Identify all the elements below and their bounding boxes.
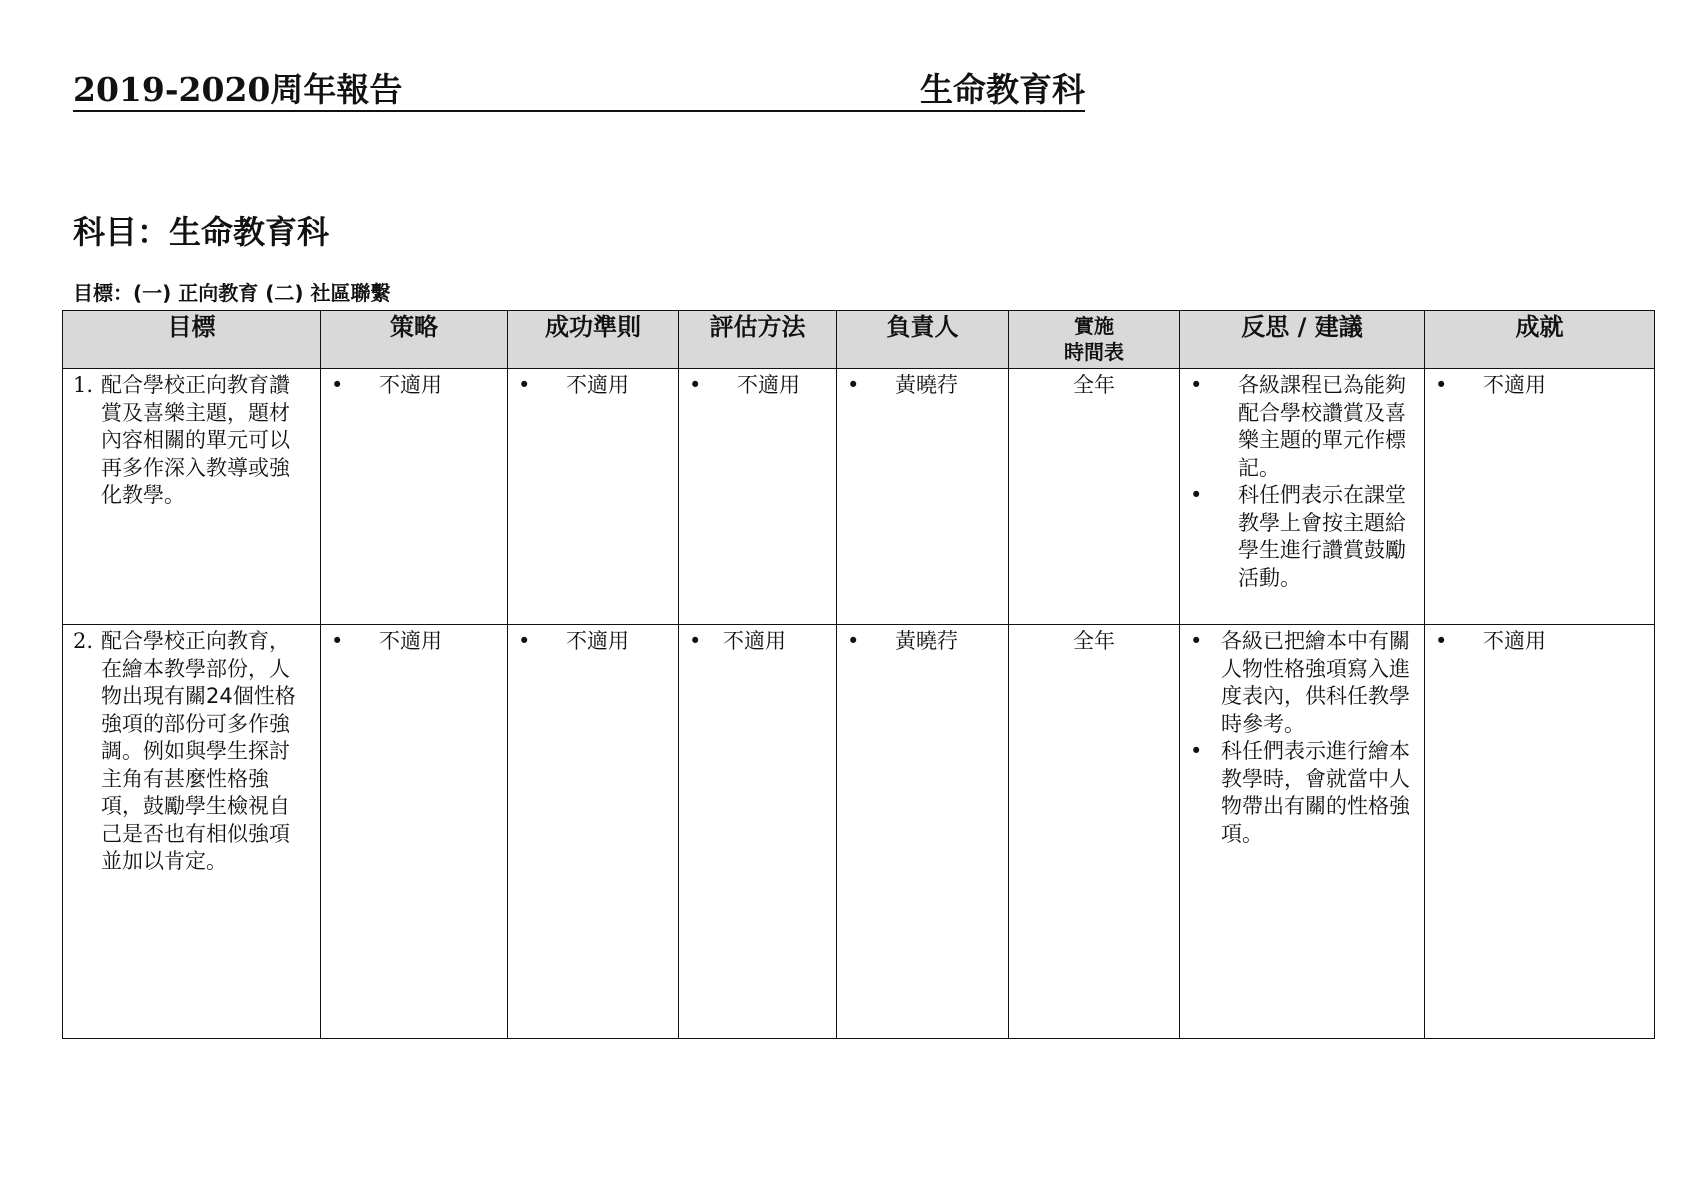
list-item: [1190, 738, 1410, 848]
report-header: [73, 70, 1085, 112]
bullet: •: [689, 629, 702, 653]
achievement-cell: [1425, 625, 1655, 1039]
subject-header-title: 生命教育科: [920, 70, 1085, 109]
subject-title: 科目：生命教育科: [73, 213, 330, 251]
objective-number: 2.: [73, 629, 94, 653]
criteria-cell: [508, 369, 679, 625]
bullet: •: [1190, 483, 1203, 507]
list-item: [1435, 372, 1644, 400]
strategy-text: 不適用: [379, 629, 442, 653]
evaluation-text: 不適用: [737, 373, 800, 397]
list-item: [331, 372, 497, 400]
reflection-text: 各級已把繪本中有關人物性格強項寫入進度表內，供科任教學時參考。: [1221, 629, 1410, 736]
reflection-text: 科任們表示進行繪本教學時，會就當中人物帶出有關的性格強項。: [1221, 739, 1410, 846]
criteria-cell: [508, 625, 679, 1039]
objective-line: 目標：(一) 正向教育 (二) 社區聯繫: [73, 281, 391, 305]
objective-cell: [63, 625, 321, 1039]
list-item: [847, 628, 998, 656]
table-header-row: [63, 311, 1655, 369]
evaluation-cell: [679, 369, 837, 625]
list-item: [689, 372, 826, 400]
person-text: 黃曉荇: [895, 373, 958, 397]
bullet: •: [689, 373, 702, 397]
schedule-text: 全年: [1073, 629, 1115, 653]
achievement-text: 不適用: [1483, 373, 1546, 397]
objective-number: 1.: [73, 373, 94, 397]
bullet: •: [847, 373, 860, 397]
person-text: 黃曉荇: [895, 629, 958, 653]
list-item: [331, 628, 497, 656]
header-achievement: 成就: [1425, 311, 1655, 369]
strategy-cell: [321, 625, 508, 1039]
reflection-text: 科任們表示在課堂教學上會按主題給學生進行讚賞鼓勵活動。: [1238, 483, 1406, 590]
table-row: [63, 625, 1655, 1039]
objective-text: 配合學校正向教育，在繪本教學部份，人物出現有關24個性格強項的部份可多作強調。例如與學生探討主角有甚麼性格強項，鼓勵學生檢視自己是否也有相似強項並加以肯定。: [101, 629, 296, 873]
list-item: [689, 628, 826, 656]
table-row: [63, 369, 1655, 625]
achievement-cell: [1425, 369, 1655, 625]
list-item: [518, 372, 668, 400]
schedule-cell: [1009, 625, 1180, 1039]
list-item: [518, 628, 668, 656]
bullet: •: [1190, 739, 1203, 763]
strategy-text: 不適用: [379, 373, 442, 397]
bullet: •: [1190, 629, 1203, 653]
reflection-cell: [1180, 369, 1425, 625]
evaluation-text: 不適用: [723, 629, 786, 653]
header-person: 負責人: [837, 311, 1009, 369]
criteria-text: 不適用: [566, 629, 629, 653]
criteria-text: 不適用: [566, 373, 629, 397]
person-cell: [837, 625, 1009, 1039]
header-reflection: 反思 / 建議: [1180, 311, 1425, 369]
header-objective: 目標: [63, 311, 321, 369]
header-strategy: 策略: [321, 311, 508, 369]
list-item: [1190, 372, 1410, 482]
bullet: •: [1435, 373, 1448, 397]
list-item: [1190, 628, 1410, 738]
bullet: •: [518, 373, 531, 397]
objective-cell: [63, 369, 321, 625]
list-item: [1435, 628, 1644, 656]
achievement-text: 不適用: [1483, 629, 1546, 653]
person-cell: [837, 369, 1009, 625]
header-criteria: 成功準則: [508, 311, 679, 369]
header-evaluation: 評估方法: [679, 311, 837, 369]
bullet: •: [1190, 373, 1203, 397]
evaluation-cell: [679, 625, 837, 1039]
list-item: [1190, 482, 1410, 592]
header-schedule: [1009, 311, 1180, 369]
reflection-text: 各級課程已為能夠配合學校讚賞及喜樂主題的單元作標記。: [1238, 373, 1406, 480]
list-item: [847, 372, 998, 400]
bullet: •: [331, 373, 344, 397]
schedule-text: 全年: [1073, 373, 1115, 397]
plan-table: [62, 310, 1655, 1039]
reflection-cell: [1180, 625, 1425, 1039]
header-schedule-line2: 時間表: [1064, 340, 1124, 364]
header-schedule-line1: 實施: [1074, 314, 1114, 338]
bullet: •: [331, 629, 344, 653]
strategy-cell: [321, 369, 508, 625]
bullet: •: [847, 629, 860, 653]
report-title: 2019-2020周年報告: [73, 70, 403, 109]
objective-text: 配合學校正向教育讚賞及喜樂主題，題材內容相關的單元可以再多作深入教導或強化教學。: [101, 373, 290, 507]
schedule-cell: [1009, 369, 1180, 625]
bullet: •: [518, 629, 531, 653]
bullet: •: [1435, 629, 1448, 653]
